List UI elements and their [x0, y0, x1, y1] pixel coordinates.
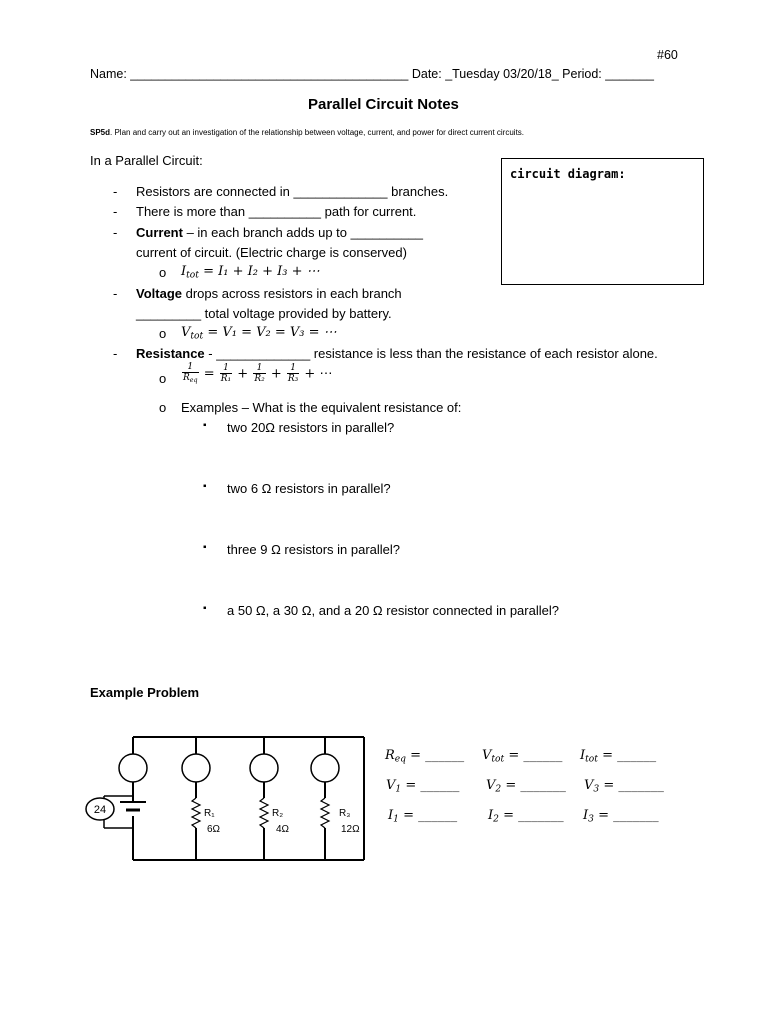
answer-v1: $V_1$ = ______	[386, 778, 460, 795]
example-question-2: two 6 Ω resistors in parallel?	[227, 481, 391, 496]
resistance-formula: $\frac{1}{R_{eq}}$ = $\frac{1}{\text{R₁}}$ + $\frac{1}{\text{R₂}}$ + $\frac{1}{\text{R₃}}$ + ⋯	[183, 362, 333, 385]
note-path-for-current: There is more than __________ path for current.	[136, 204, 417, 219]
circle-bullet: o	[159, 371, 167, 386]
examples-label: Examples – What is the equivalent resistance of:	[181, 400, 462, 415]
example-question-4: a 50 Ω, a 30 Ω, and a 20 Ω resistor connected in parallel?	[227, 603, 559, 618]
example-question-1: two 20Ω resistors in parallel?	[227, 420, 395, 435]
current-formula-sub: tot	[186, 270, 199, 281]
note-current-line2: current of circuit. (Electric charge is conserved)	[136, 245, 407, 260]
page-title: Parallel Circuit Notes	[308, 96, 459, 113]
answer-v2: $V_2$ = _______	[486, 778, 566, 795]
resistor-r2-name: R₂	[272, 808, 284, 819]
voltage-label: Voltage	[136, 286, 182, 301]
voltage-formula-lhs: V	[181, 325, 191, 340]
answer-i3: $I_3$ = _______	[583, 808, 659, 825]
resistor-r2	[260, 798, 268, 828]
battery-voltage-label: 24	[93, 804, 107, 816]
resistance-label: Resistance	[136, 346, 205, 361]
circuit-diagram-label: circuit diagram:	[510, 167, 626, 181]
dash-bullet: -	[113, 184, 118, 199]
standard-code: SP5d	[90, 128, 111, 137]
square-bullet: ▪	[203, 481, 207, 492]
circle-bullet: o	[159, 326, 167, 341]
battery-voltage-badge	[86, 798, 114, 820]
dash-bullet: -	[113, 286, 118, 301]
fraction-1-over-r1: $\frac{1}{\text{R₁}}$	[220, 363, 232, 385]
current-formula-rhs: = I₁ + I₂ + I₃ + ⋯	[203, 264, 320, 279]
dash-bullet: -	[113, 204, 118, 219]
dash-bullet: -	[113, 225, 118, 240]
meter-circle	[119, 754, 147, 782]
current-label: Current	[136, 225, 183, 240]
voltage-formula	[181, 325, 337, 342]
voltage-formula-sub: tot	[190, 331, 204, 342]
square-bullet: ▪	[203, 420, 207, 431]
circle-bullet: o	[159, 265, 167, 280]
answer-itot: $I_{tot}$ = ______	[580, 748, 657, 765]
answer-vtot: $V_{tot}$ = ______	[482, 748, 563, 765]
voltage-text: drops across resistors in each branch	[182, 286, 402, 301]
fraction-1-over-req: $\frac{1}{R_{eq}}$	[183, 362, 198, 384]
fraction-1-over-r2: $\frac{1}{\text{R₂}}$	[254, 363, 265, 385]
meter-circle	[182, 754, 210, 782]
current-text: – in each branch adds up to __________	[182, 225, 423, 240]
resistance-formula-tail: + ⋯	[304, 366, 333, 382]
resistor-r3-value: 12Ω	[341, 824, 360, 835]
example-circuit-diagram	[80, 725, 380, 870]
circuit-diagram-box	[501, 158, 704, 285]
resistor-r3-name: R₃	[339, 808, 351, 819]
note-resistance	[136, 346, 658, 361]
resistor-r1-value: 6Ω	[207, 824, 221, 835]
answer-req: $R_{eq}$ = ______	[385, 748, 465, 765]
intro-text: In a Parallel Circuit:	[90, 153, 203, 168]
circle-bullet: o	[159, 400, 167, 415]
current-formula-lhs: I	[181, 264, 187, 279]
answer-i2: $I_2$ = _______	[488, 808, 564, 825]
voltage-formula-rhs: = V₁ = V₂ = V₃ = ⋯	[207, 325, 337, 340]
resistance-text: - _____________ resistance is less than the resistance of each resistor alone.	[204, 346, 658, 361]
standard-description: . Plan and carry out an investigation of the relationship between voltage, current, and power for direct current circuits.	[110, 128, 525, 137]
note-voltage	[136, 286, 402, 301]
note-resistors-connected: Resistors are connected in _____________ branches.	[136, 184, 449, 199]
note-voltage-line2: _________ total voltage provided by battery.	[136, 306, 392, 321]
current-formula	[181, 264, 320, 281]
answer-v3: $V_3$ = _______	[584, 778, 664, 795]
meter-circle	[311, 754, 339, 782]
dash-bullet: -	[113, 346, 118, 361]
standard-text	[90, 128, 524, 137]
resistor-r1-name: R₁	[204, 808, 215, 819]
example-question-3: three 9 Ω resistors in parallel?	[227, 542, 401, 557]
answer-i1: $I_1$ = ______	[388, 808, 458, 825]
resistor-r3	[321, 798, 329, 828]
meter-circle	[250, 754, 278, 782]
resistor-r1	[192, 798, 200, 828]
page-number: #60	[657, 48, 678, 62]
square-bullet: ▪	[203, 603, 207, 614]
resistor-r2-value: 4Ω	[276, 824, 290, 835]
example-problem-heading: Example Problem	[90, 685, 200, 700]
fraction-1-over-r3: $\frac{1}{\text{R₃}}$	[287, 363, 299, 385]
name-date-period-line: Name: ________________________________________ Date: _Tuesday 03/20/18_ Period: _______	[90, 67, 654, 81]
square-bullet: ▪	[203, 542, 207, 553]
note-current	[136, 225, 423, 240]
